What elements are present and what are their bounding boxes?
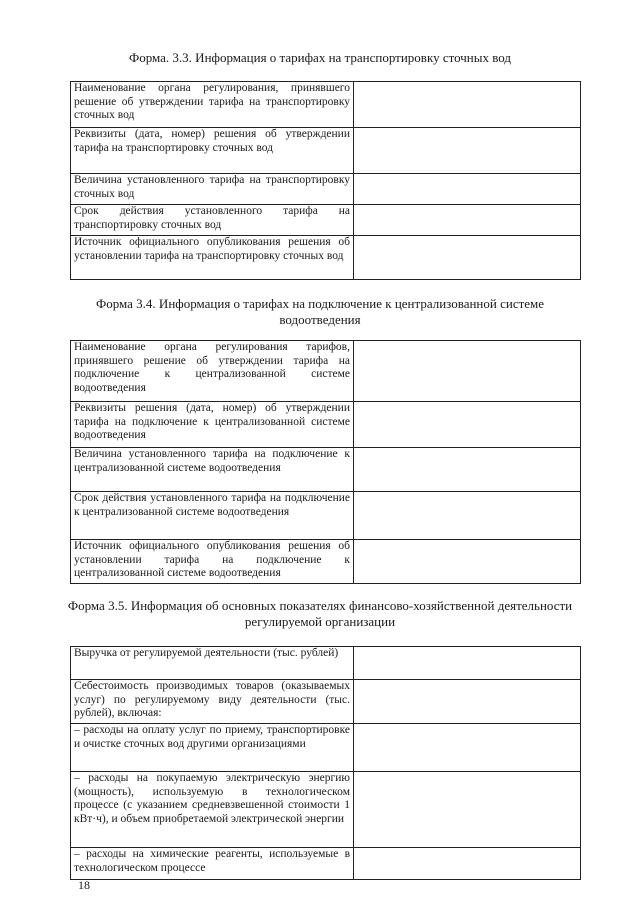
table-row — [71, 205, 581, 236]
value-cell — [354, 724, 581, 772]
row-label: – расходы на покупаемую электрическую энергию (мощность), используемую в технологическом процессе (с указанием средневзвешенной стоимости 1 кВт·ч), и объем приобретаемой электрической энергии — [71, 772, 354, 848]
value-cell — [354, 492, 581, 540]
row-label: Реквизиты решения (дата, номер) об утверждении тарифа на подключение к централизованной системе водоотведения — [71, 402, 354, 448]
form-3-4-table — [70, 340, 581, 584]
value-cell — [354, 128, 581, 174]
page-number: 18 — [78, 878, 90, 892]
row-label: Реквизиты (дата, номер) решения об утверждении тарифа на транспортировку сточных вод — [71, 128, 354, 174]
value-cell — [354, 448, 581, 492]
value-cell — [354, 82, 581, 128]
row-label: Себестоимость производимых товаров (оказываемых услуг) по регулируемому виду деятельности (тыс. рублей), включая: — [71, 680, 354, 724]
row-label: Наименование органа регулирования, принявшего решение об утверждении тарифа на транспортировку сточных вод — [71, 82, 354, 128]
row-label: Наименование органа регулирования тарифов, принявшего решение об утверждении тарифа на подключение к централизованной системе водоотведения — [71, 341, 354, 402]
value-cell — [354, 174, 581, 205]
table-row — [71, 448, 581, 492]
row-label: Величина установленного тарифа на транспортировку сточных вод — [71, 174, 354, 205]
form-3-5-table — [70, 646, 581, 880]
row-label: Источник официального опубликования решения об установлении тарифа на подключение к централизованной системе водоотведения — [71, 540, 354, 584]
value-cell — [354, 402, 581, 448]
table-row — [71, 647, 581, 680]
value-cell — [354, 647, 581, 680]
row-label: Величина установленного тарифа на подключение к централизованной системе водоотведения — [71, 448, 354, 492]
row-label: Срок действия установленного тарифа на транспортировку сточных вод — [71, 205, 354, 236]
table-row — [71, 540, 581, 584]
row-label: Выручка от регулируемой деятельности (тыс. рублей) — [71, 647, 354, 680]
table-row — [71, 724, 581, 772]
value-cell — [354, 341, 581, 402]
table-row — [71, 82, 581, 128]
row-label: – расходы на химические реагенты, используемые в технологическом процессе — [71, 848, 354, 880]
table-row — [71, 174, 581, 205]
value-cell — [354, 848, 581, 880]
form-3-4-title: Форма 3.4. Информация о тарифах на подключение к централизованной системе водоотведения — [95, 296, 545, 327]
table-row — [71, 341, 581, 402]
table-row — [71, 680, 581, 724]
form-3-3-table — [70, 81, 581, 280]
value-cell — [354, 772, 581, 848]
table-row — [71, 848, 581, 880]
form-3-3-title: Форма. 3.3. Информация о тарифах на транспортировку сточных вод — [128, 50, 512, 65]
value-cell — [354, 680, 581, 724]
table-row — [71, 128, 581, 174]
table-row — [71, 772, 581, 848]
form-3-5-title: Форма 3.5. Информация об основных показателях финансово-хозяйственной деятельности регулируемой организации — [67, 598, 573, 629]
table-row — [71, 402, 581, 448]
table-row — [71, 492, 581, 540]
table-row — [71, 236, 581, 280]
value-cell — [354, 540, 581, 584]
row-label: Срок действия установленного тарифа на подключение к централизованной системе водоотведения — [71, 492, 354, 540]
value-cell — [354, 205, 581, 236]
row-label: Источник официального опубликования решения об установлении тарифа на транспортировку сточных вод — [71, 236, 354, 280]
value-cell — [354, 236, 581, 280]
row-label: – расходы на оплату услуг по приему, транспортировке и очистке сточных вод другими организациями — [71, 724, 354, 772]
